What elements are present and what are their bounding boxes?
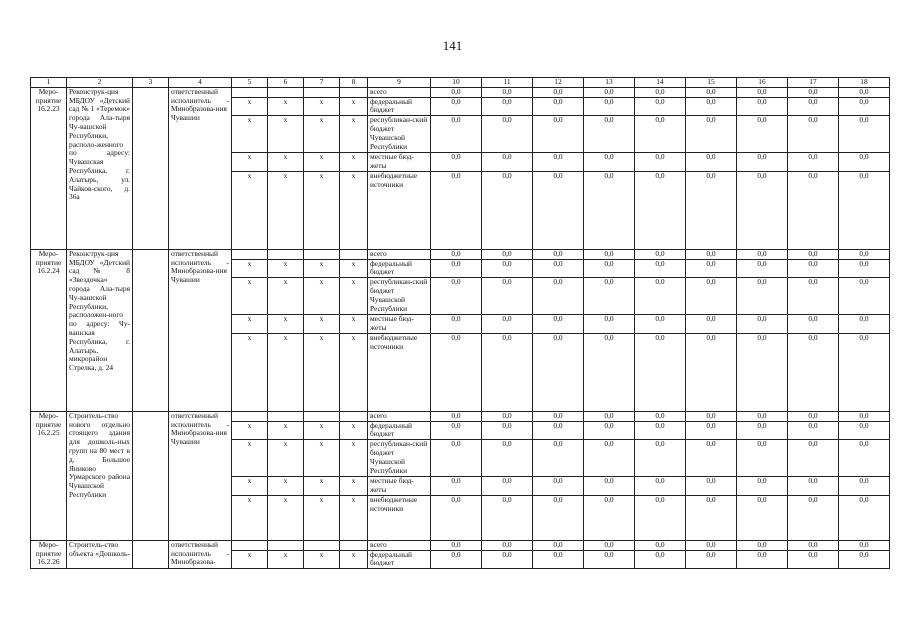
value-cell: 0,0 — [584, 259, 635, 278]
source-cell: всего — [368, 249, 431, 259]
source-cell: федеральный бюджет — [368, 550, 431, 569]
value-cell: 0,0 — [584, 87, 635, 97]
table-row — [31, 249, 890, 259]
x-mark-cell — [304, 411, 340, 421]
x-mark-cell: х — [268, 278, 304, 315]
object-cell: Строитель-ство объекта «Дошколь- — [67, 540, 133, 568]
value-cell: 0,0 — [788, 550, 839, 569]
source-cell: всего — [368, 540, 431, 550]
header-cell: 12 — [533, 78, 584, 88]
object-cell: Строитель-ство нового отдельно стоящего здания для дошколь-ных групп на 80 мест в д. Большое Яниково Урмарского района Чувашской Республики — [67, 411, 133, 540]
header-cell: 10 — [431, 78, 482, 88]
value-cell: 0,0 — [788, 333, 839, 411]
value-cell: 0,0 — [686, 249, 737, 259]
value-cell: 0,0 — [839, 421, 890, 440]
source-cell: местные бюд-жеты — [368, 315, 431, 334]
value-cell: 0,0 — [431, 440, 482, 477]
x-mark-cell: х — [304, 333, 340, 411]
x-mark-cell — [340, 540, 368, 550]
source-cell: федеральный бюджет — [368, 421, 431, 440]
header-cell: 4 — [169, 78, 232, 88]
header-cell: 18 — [839, 78, 890, 88]
value-cell: 0,0 — [533, 421, 584, 440]
x-mark-cell: х — [232, 171, 268, 249]
value-cell: 0,0 — [839, 116, 890, 153]
table-row — [31, 540, 890, 550]
x-mark-cell — [268, 249, 304, 259]
x-mark-cell: х — [304, 477, 340, 496]
value-cell: 0,0 — [431, 477, 482, 496]
value-cell: 0,0 — [584, 421, 635, 440]
value-cell: 0,0 — [737, 116, 788, 153]
value-cell: 0,0 — [839, 87, 890, 97]
x-mark-cell: х — [304, 315, 340, 334]
source-cell: внебюджетные источники — [368, 495, 431, 540]
x-mark-cell: х — [268, 440, 304, 477]
header-cell: 11 — [482, 78, 533, 88]
x-mark-cell — [304, 540, 340, 550]
value-cell: 0,0 — [635, 116, 686, 153]
value-cell: 0,0 — [431, 171, 482, 249]
value-cell: 0,0 — [431, 259, 482, 278]
value-cell: 0,0 — [482, 97, 533, 116]
value-cell: 0,0 — [533, 333, 584, 411]
value-cell: 0,0 — [788, 540, 839, 550]
value-cell: 0,0 — [533, 550, 584, 569]
value-cell: 0,0 — [431, 315, 482, 334]
value-cell: 0,0 — [635, 259, 686, 278]
x-mark-cell: х — [304, 116, 340, 153]
executor-cell: ответственный исполнитель - Минобразова-ния Чувашии — [169, 249, 232, 411]
event-cell: Меро-приятие 16.2.25 — [31, 411, 67, 540]
value-cell: 0,0 — [839, 495, 890, 540]
value-cell: 0,0 — [788, 153, 839, 172]
x-mark-cell: х — [268, 116, 304, 153]
event-cell: Меро-приятие 16.2.26 — [31, 540, 67, 568]
value-cell: 0,0 — [584, 97, 635, 116]
value-cell: 0,0 — [482, 259, 533, 278]
value-cell: 0,0 — [788, 171, 839, 249]
x-mark-cell: х — [304, 171, 340, 249]
x-mark-cell: х — [304, 278, 340, 315]
value-cell: 0,0 — [431, 116, 482, 153]
value-cell: 0,0 — [482, 477, 533, 496]
x-mark-cell — [304, 87, 340, 97]
value-cell: 0,0 — [533, 477, 584, 496]
value-cell: 0,0 — [737, 171, 788, 249]
value-cell: 0,0 — [788, 259, 839, 278]
value-cell: 0,0 — [635, 550, 686, 569]
value-cell: 0,0 — [482, 171, 533, 249]
value-cell: 0,0 — [431, 540, 482, 550]
value-cell: 0,0 — [788, 411, 839, 421]
x-mark-cell: х — [340, 97, 368, 116]
value-cell: 0,0 — [686, 153, 737, 172]
source-cell: местные бюд-жеты — [368, 477, 431, 496]
executor-cell: ответственный исполнитель - Минобразова-ния Чувашии — [169, 411, 232, 540]
value-cell: 0,0 — [635, 249, 686, 259]
x-mark-cell: х — [304, 440, 340, 477]
value-cell: 0,0 — [533, 259, 584, 278]
source-cell: федеральный бюджет — [368, 259, 431, 278]
empty-cell — [133, 249, 169, 411]
value-cell: 0,0 — [737, 97, 788, 116]
header-cell: 9 — [368, 78, 431, 88]
value-cell: 0,0 — [584, 440, 635, 477]
value-cell: 0,0 — [533, 495, 584, 540]
value-cell: 0,0 — [839, 249, 890, 259]
x-mark-cell: х — [232, 259, 268, 278]
header-cell: 16 — [737, 78, 788, 88]
page-number: 141 — [442, 38, 463, 53]
value-cell: 0,0 — [788, 249, 839, 259]
value-cell: 0,0 — [635, 171, 686, 249]
x-mark-cell: х — [268, 333, 304, 411]
executor-cell: ответственный исполнитель - Минобразова- — [169, 540, 232, 568]
value-cell: 0,0 — [431, 421, 482, 440]
value-cell: 0,0 — [686, 440, 737, 477]
value-cell: 0,0 — [635, 315, 686, 334]
value-cell: 0,0 — [788, 421, 839, 440]
x-mark-cell: х — [232, 315, 268, 334]
x-mark-cell: х — [340, 153, 368, 172]
value-cell: 0,0 — [737, 440, 788, 477]
value-cell: 0,0 — [737, 87, 788, 97]
header-cell: 2 — [67, 78, 133, 88]
value-cell: 0,0 — [584, 477, 635, 496]
value-cell: 0,0 — [737, 495, 788, 540]
table-row — [31, 411, 890, 421]
source-cell: всего — [368, 87, 431, 97]
value-cell: 0,0 — [839, 333, 890, 411]
header-row — [31, 78, 890, 88]
value-cell: 0,0 — [482, 315, 533, 334]
x-mark-cell: х — [268, 421, 304, 440]
value-cell: 0,0 — [686, 550, 737, 569]
header-cell: 17 — [788, 78, 839, 88]
value-cell: 0,0 — [737, 411, 788, 421]
value-cell: 0,0 — [839, 171, 890, 249]
value-cell: 0,0 — [686, 259, 737, 278]
value-cell: 0,0 — [737, 550, 788, 569]
table-body — [31, 78, 890, 569]
value-cell: 0,0 — [584, 550, 635, 569]
value-cell: 0,0 — [584, 540, 635, 550]
value-cell: 0,0 — [533, 540, 584, 550]
value-cell: 0,0 — [533, 97, 584, 116]
x-mark-cell: х — [232, 278, 268, 315]
value-cell: 0,0 — [839, 411, 890, 421]
value-cell: 0,0 — [686, 278, 737, 315]
value-cell: 0,0 — [584, 116, 635, 153]
value-cell: 0,0 — [584, 278, 635, 315]
value-cell: 0,0 — [635, 278, 686, 315]
value-cell: 0,0 — [839, 477, 890, 496]
source-cell: республикан-ский бюджет Чувашской Республики — [368, 116, 431, 153]
value-cell: 0,0 — [584, 333, 635, 411]
x-mark-cell: х — [232, 116, 268, 153]
x-mark-cell — [232, 249, 268, 259]
value-cell: 0,0 — [737, 153, 788, 172]
x-mark-cell — [304, 249, 340, 259]
x-mark-cell: х — [232, 495, 268, 540]
header-cell: 1 — [31, 78, 67, 88]
empty-cell — [133, 87, 169, 249]
value-cell: 0,0 — [839, 540, 890, 550]
budget-table — [30, 77, 890, 569]
value-cell: 0,0 — [737, 249, 788, 259]
executor-cell: ответственный исполнитель - Минобразова-ния Чувашии — [169, 87, 232, 249]
header-cell: 6 — [268, 78, 304, 88]
header-cell: 5 — [232, 78, 268, 88]
value-cell: 0,0 — [482, 411, 533, 421]
value-cell: 0,0 — [635, 440, 686, 477]
value-cell: 0,0 — [686, 495, 737, 540]
x-mark-cell: х — [304, 495, 340, 540]
value-cell: 0,0 — [431, 153, 482, 172]
x-mark-cell: х — [268, 315, 304, 334]
value-cell: 0,0 — [635, 333, 686, 411]
value-cell: 0,0 — [788, 315, 839, 334]
x-mark-cell — [232, 411, 268, 421]
value-cell: 0,0 — [533, 171, 584, 249]
value-cell: 0,0 — [737, 278, 788, 315]
x-mark-cell: х — [340, 495, 368, 540]
value-cell: 0,0 — [431, 333, 482, 411]
x-mark-cell: х — [304, 550, 340, 569]
header-cell: 14 — [635, 78, 686, 88]
value-cell: 0,0 — [686, 116, 737, 153]
value-cell: 0,0 — [839, 550, 890, 569]
value-cell: 0,0 — [482, 249, 533, 259]
source-cell: всего — [368, 411, 431, 421]
event-cell: Меро-приятие 16.2.24 — [31, 249, 67, 411]
x-mark-cell: х — [340, 171, 368, 249]
x-mark-cell: х — [340, 477, 368, 496]
x-mark-cell: х — [232, 550, 268, 569]
value-cell: 0,0 — [635, 477, 686, 496]
value-cell: 0,0 — [635, 87, 686, 97]
x-mark-cell: х — [268, 477, 304, 496]
x-mark-cell: х — [232, 440, 268, 477]
value-cell: 0,0 — [533, 315, 584, 334]
source-cell: федеральный бюджет — [368, 97, 431, 116]
x-mark-cell: х — [304, 421, 340, 440]
value-cell: 0,0 — [482, 540, 533, 550]
x-mark-cell: х — [268, 97, 304, 116]
header-cell: 8 — [340, 78, 368, 88]
value-cell: 0,0 — [686, 411, 737, 421]
source-cell: республикан-ский бюджет Чувашской Республики — [368, 278, 431, 315]
object-cell: Реконструк-ция МБДОУ «Детский сад № 1 «Теремок» города Ала-тыря Чу-вашской Республики, располо-женного по адресу: Чувашская Республика, г. Алатырь, ул. Чайков-ского, д. 36а — [67, 87, 133, 249]
value-cell: 0,0 — [482, 153, 533, 172]
value-cell: 0,0 — [737, 315, 788, 334]
value-cell: 0,0 — [788, 495, 839, 540]
value-cell: 0,0 — [737, 333, 788, 411]
x-mark-cell: х — [340, 421, 368, 440]
value-cell: 0,0 — [482, 421, 533, 440]
value-cell: 0,0 — [839, 97, 890, 116]
value-cell: 0,0 — [533, 249, 584, 259]
event-cell: Меро-приятие 16.2.23 — [31, 87, 67, 249]
value-cell: 0,0 — [584, 411, 635, 421]
value-cell: 0,0 — [533, 87, 584, 97]
value-cell: 0,0 — [686, 540, 737, 550]
x-mark-cell: х — [268, 171, 304, 249]
x-mark-cell: х — [268, 259, 304, 278]
value-cell: 0,0 — [839, 153, 890, 172]
source-cell: республикан-ский бюджет Чувашской Республики — [368, 440, 431, 477]
value-cell: 0,0 — [584, 249, 635, 259]
value-cell: 0,0 — [737, 477, 788, 496]
x-mark-cell: х — [232, 333, 268, 411]
value-cell: 0,0 — [839, 259, 890, 278]
value-cell: 0,0 — [839, 278, 890, 315]
value-cell: 0,0 — [788, 477, 839, 496]
x-mark-cell: х — [232, 477, 268, 496]
value-cell: 0,0 — [788, 87, 839, 97]
value-cell: 0,0 — [686, 333, 737, 411]
value-cell: 0,0 — [431, 249, 482, 259]
value-cell: 0,0 — [737, 259, 788, 278]
x-mark-cell — [340, 87, 368, 97]
value-cell: 0,0 — [431, 495, 482, 540]
value-cell: 0,0 — [635, 411, 686, 421]
value-cell: 0,0 — [431, 97, 482, 116]
source-cell: внебюджетные источники — [368, 171, 431, 249]
x-mark-cell — [232, 87, 268, 97]
value-cell: 0,0 — [635, 97, 686, 116]
x-mark-cell — [232, 540, 268, 550]
x-mark-cell: х — [340, 440, 368, 477]
value-cell: 0,0 — [635, 153, 686, 172]
value-cell: 0,0 — [788, 97, 839, 116]
x-mark-cell: х — [304, 259, 340, 278]
value-cell: 0,0 — [584, 153, 635, 172]
value-cell: 0,0 — [533, 278, 584, 315]
x-mark-cell: х — [340, 333, 368, 411]
x-mark-cell: х — [340, 278, 368, 315]
x-mark-cell: х — [268, 495, 304, 540]
x-mark-cell: х — [340, 259, 368, 278]
value-cell: 0,0 — [788, 116, 839, 153]
value-cell: 0,0 — [686, 477, 737, 496]
value-cell: 0,0 — [533, 116, 584, 153]
value-cell: 0,0 — [584, 495, 635, 540]
value-cell: 0,0 — [737, 540, 788, 550]
x-mark-cell: х — [304, 153, 340, 172]
value-cell: 0,0 — [482, 333, 533, 411]
source-cell: местные бюд-жеты — [368, 153, 431, 172]
x-mark-cell: х — [304, 97, 340, 116]
value-cell: 0,0 — [482, 87, 533, 97]
value-cell: 0,0 — [686, 315, 737, 334]
value-cell: 0,0 — [533, 153, 584, 172]
x-mark-cell: х — [340, 550, 368, 569]
x-mark-cell — [340, 411, 368, 421]
header-cell: 3 — [133, 78, 169, 88]
x-mark-cell: х — [268, 550, 304, 569]
value-cell: 0,0 — [686, 97, 737, 116]
value-cell: 0,0 — [482, 278, 533, 315]
value-cell: 0,0 — [737, 421, 788, 440]
value-cell: 0,0 — [686, 87, 737, 97]
header-cell: 7 — [304, 78, 340, 88]
source-cell: внебюджетные источники — [368, 333, 431, 411]
value-cell: 0,0 — [482, 440, 533, 477]
value-cell: 0,0 — [431, 411, 482, 421]
x-mark-cell — [268, 87, 304, 97]
x-mark-cell: х — [232, 97, 268, 116]
empty-cell — [133, 540, 169, 568]
x-mark-cell — [340, 249, 368, 259]
value-cell: 0,0 — [431, 87, 482, 97]
x-mark-cell — [268, 411, 304, 421]
value-cell: 0,0 — [839, 315, 890, 334]
value-cell: 0,0 — [482, 495, 533, 540]
value-cell: 0,0 — [482, 550, 533, 569]
value-cell: 0,0 — [584, 315, 635, 334]
value-cell: 0,0 — [533, 440, 584, 477]
empty-cell — [133, 411, 169, 540]
value-cell: 0,0 — [788, 440, 839, 477]
x-mark-cell: х — [340, 315, 368, 334]
x-mark-cell: х — [232, 421, 268, 440]
x-mark-cell — [268, 540, 304, 550]
value-cell: 0,0 — [431, 550, 482, 569]
value-cell: 0,0 — [686, 171, 737, 249]
x-mark-cell: х — [232, 153, 268, 172]
value-cell: 0,0 — [635, 421, 686, 440]
value-cell: 0,0 — [533, 411, 584, 421]
value-cell: 0,0 — [788, 278, 839, 315]
x-mark-cell: х — [340, 116, 368, 153]
object-cell: Реконструк-ция МБДОУ «Детский сад № 8 «Звездочка» города Ала-тыря Чу-вашской Республики, расположен-ного по адресу: Чу-вашская Республика, г. Алатырь, микрорайон Стрелка, д. 24 — [67, 249, 133, 411]
value-cell: 0,0 — [686, 421, 737, 440]
value-cell: 0,0 — [839, 440, 890, 477]
value-cell: 0,0 — [584, 171, 635, 249]
value-cell: 0,0 — [635, 495, 686, 540]
table-row — [31, 87, 890, 97]
header-cell: 15 — [686, 78, 737, 88]
value-cell: 0,0 — [635, 540, 686, 550]
value-cell: 0,0 — [431, 278, 482, 315]
header-cell: 13 — [584, 78, 635, 88]
value-cell: 0,0 — [482, 116, 533, 153]
x-mark-cell: х — [268, 153, 304, 172]
